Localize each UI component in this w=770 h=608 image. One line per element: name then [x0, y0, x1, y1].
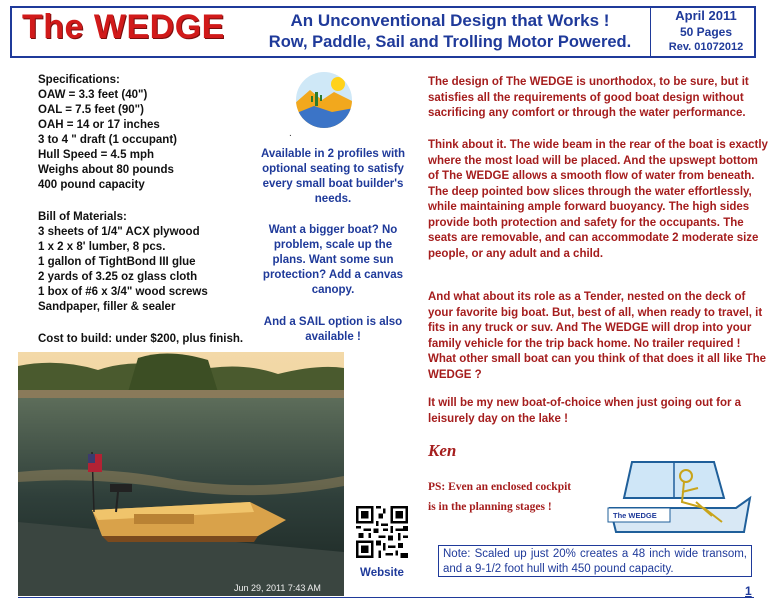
- bom-line: 3 sheets of 1/4" ACX plywood: [38, 226, 200, 238]
- website-link[interactable]: Website: [360, 567, 404, 579]
- spec-line: OAH = 14 or 17 inches: [38, 119, 160, 131]
- spec-line: Weighs about 80 pounds: [38, 164, 174, 176]
- photo-timestamp: Jun 29, 2011 7:43 AM: [234, 583, 321, 593]
- logo-dot: .: [289, 128, 292, 139]
- bill-of-materials: [38, 210, 208, 315]
- bigger-boat-blurb: Want a bigger boat? No problem, scale up the plans. Want some sun protection? Add a canvas canopy.: [262, 224, 404, 296]
- closing-paragraph: It will be my new boat-of-choice when just going out for a leisurely day on the lake !: [428, 397, 742, 425]
- signature: Ken: [428, 441, 457, 460]
- enclosed-cockpit-drawing: [604, 458, 752, 538]
- bom-line: 2 yards of 3.25 oz glass cloth: [38, 271, 198, 283]
- footer-rule: [18, 597, 754, 598]
- bom-line: 1 x 2 x 8' lumber, 8 pcs.: [38, 241, 166, 253]
- issue-date: April 2011: [675, 8, 737, 23]
- revision: Rev. 01072012: [668, 41, 744, 53]
- header-divider: [650, 8, 651, 56]
- spec-line: Hull Speed = 4.5 mph: [38, 149, 154, 161]
- intro-paragraph: The design of The WEDGE is unorthodox, to be sure, but it satisfies all the requirements of good boat design without sacrificing any comfort or through the water performance.: [428, 76, 749, 119]
- ps-line-2: is in the planning stages !: [428, 501, 552, 513]
- page-count: 50 Pages: [679, 25, 733, 39]
- qr-code-icon[interactable]: [356, 506, 408, 558]
- profiles-blurb: Available in 2 profiles with optional seating to satisfy every small boat builder's needs.: [261, 148, 405, 205]
- ps-line-1: PS: Even an enclosed cockpit: [428, 481, 572, 493]
- spec-line: 3 to 4 " draft (1 occupant): [38, 134, 177, 146]
- design-paragraph: Think about it. The wide beam in the rear of the boat is exactly where the most load will be placed. And the upswept bottom of The WEDGE allows a smooth flow of water from beneath. The deep pointed bow slices through the water effortlessly, while maintaining ample forward buoyancy. The high sides provide both protection and safety for the occupants. The seats are removable, and can accommodate 2 moderate size people, or any adult and a child.: [428, 139, 768, 260]
- drawing-label: The WEDGE: [613, 511, 657, 520]
- spec-line: 400 pound capacity: [38, 179, 145, 191]
- specifications-list: [38, 73, 177, 193]
- tender-paragraph: And what about its role as a Tender, nested on the deck of your favorite big boat. But, best of all, when ready to travel, it fits in any truck or suv. And The WEDGE will drop into your family vehicle for the trip back home. No trailer required ! What other small boat can you think of that does it all like The WEDGE ?: [428, 291, 767, 381]
- scaling-note: Note: Scaled up just 20% creates a 48 inch wide transom, and a 9-1/2 foot hull with 450 pound capacity.: [438, 545, 752, 577]
- desert-logo-icon: [294, 70, 354, 130]
- spec-line: OAW = 3.3 feet (40"): [38, 89, 148, 101]
- cost-line: Cost to build: under $200, plus finish.: [38, 333, 244, 345]
- bom-heading: Bill of Materials:: [38, 211, 127, 223]
- doc-title: The WEDGE: [22, 8, 225, 46]
- boat-photo: [18, 352, 344, 596]
- spec-heading: Specifications:: [38, 74, 120, 86]
- page-number: 1: [745, 584, 752, 598]
- tagline-primary: An Unconventional Design that Works !: [290, 11, 610, 30]
- spec-line: OAL = 7.5 feet (90"): [38, 104, 144, 116]
- tagline-secondary: Row, Paddle, Sail and Trolling Motor Powered.: [268, 33, 632, 51]
- sail-option-blurb: And a SAIL option is also available !: [263, 316, 403, 343]
- bom-line: Sandpaper, filler & sealer: [38, 301, 176, 313]
- bom-line: 1 gallon of TightBond III glue: [38, 256, 196, 268]
- bom-line: 1 box of #6 x 3/4" wood screws: [38, 286, 208, 298]
